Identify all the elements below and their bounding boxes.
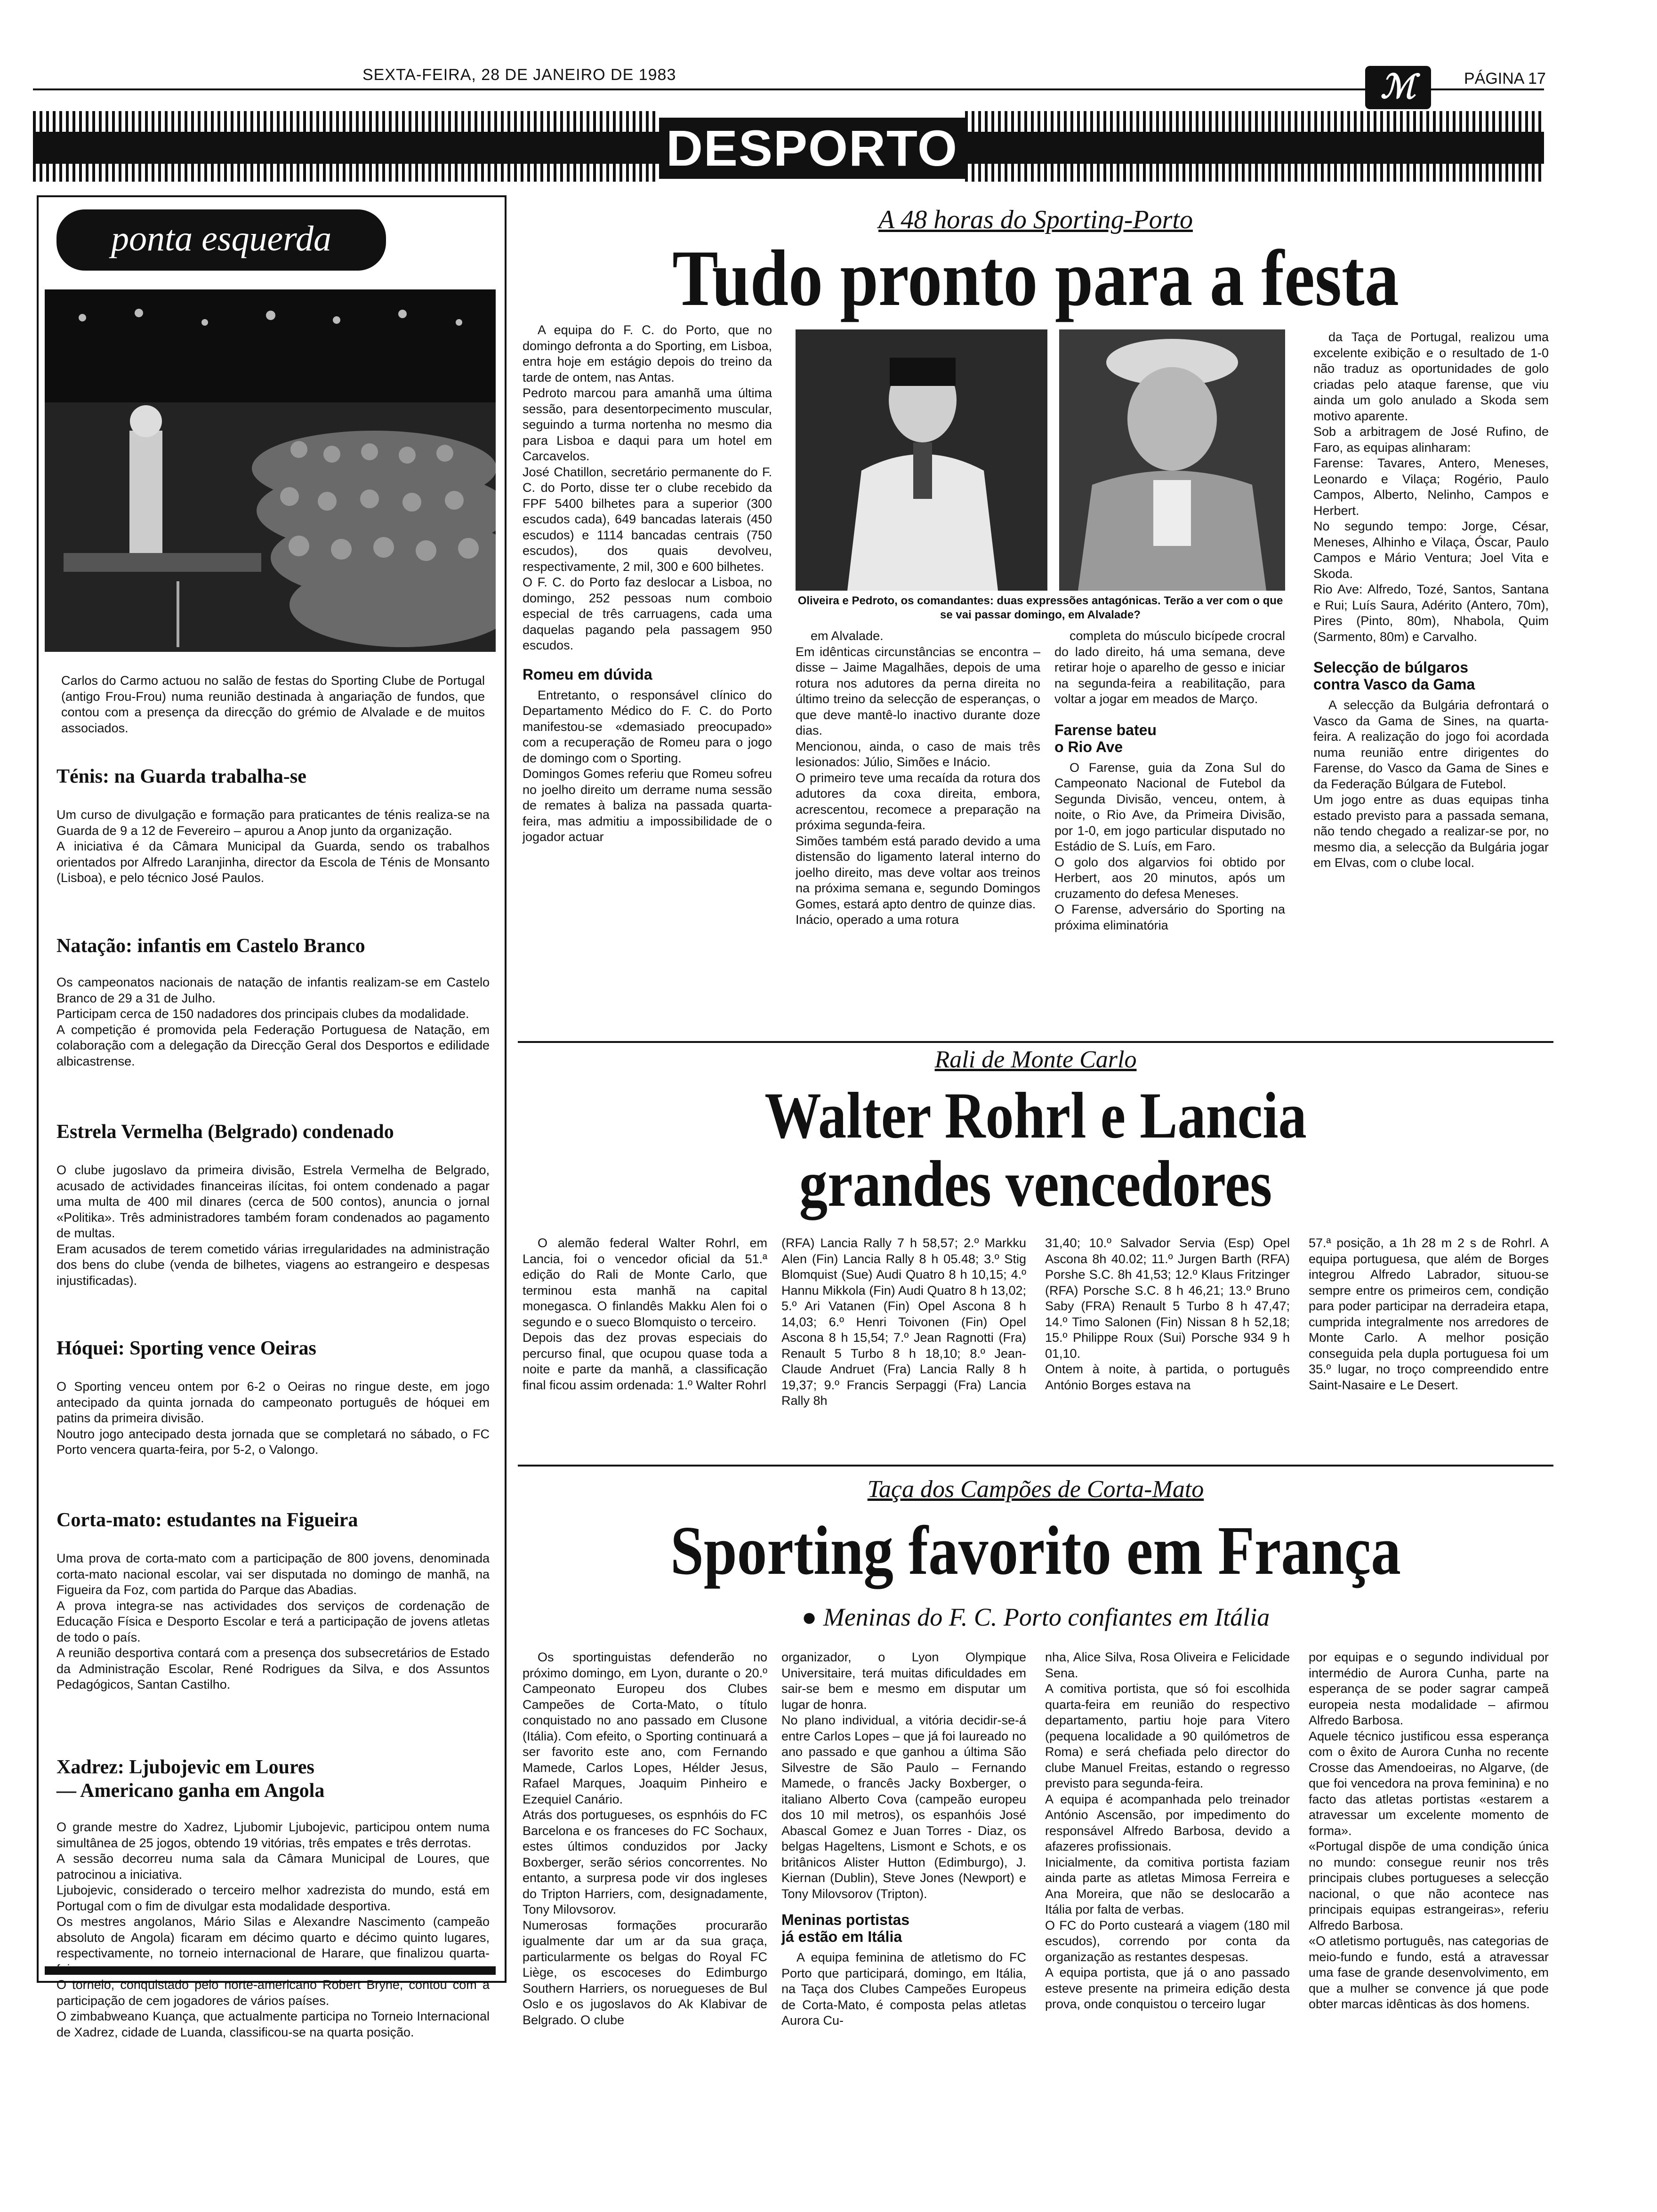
brief-natacao-title: Natação: infantis em Castelo Branco [56,935,365,957]
brief-xadrez-title: Xadrez: Ljubojevic em Loures — Americano ganha em Angola [56,1756,325,1802]
article3-col1-text: Os sportinguistas defenderão no próximo domingo, em Lyon, durante o 20.º Campeonato Europeu dos Clubes Campeões de Corta-Mato, o título conquistado no ano passado em Clusone (Itália). Com efeito, o Sporting continuará a ser favorito este ano, com Fernando Mamede, Carlos Lopes, Hélder Jesus, Rafael Marques, Joaquim Pinheiro e Ezequiel Canário. Atrás dos portugueses, os espnhóis do FC Barcelona e os franceses do FC Sochaux, estes últimos conduzidos por Jacky Boxberger, serão sérios concorrentes. No entanto, a surpresa pode vir dos ingleses do Tripton Harriers, com, designadamente, Tony Milovsorov. Numerosas formações procurarão igualmente dar um ar da sua graça, particularmente os belgas do Royal FC Liège, os escoceses do Edimburgo Southern Harriers, os noruegueses de Bul Oslo e os jugoslavos do Ak Klabivar de Belgrado. O clube [523,1650,767,2027]
page-number: PÁGINA 17 [1464,70,1546,88]
article3-column-2 [781,1650,1026,2029]
article1-photo-pedroto [1059,329,1285,591]
article1-col2-text: em Alvalade. Em idênticas circunstâncias se encontra – disse – Jaime Magalhães, depois de uma rotura nos adutores da perna direita no último treino da selecção de esperanças, o que deve mantê-lo inactivo durante doze dias. Mencionou, ainda, o caso de mais três lesionados: Júlio, Simões e Inácio. O primeiro teve uma recaída da rotura dos adutores da coxa direita, embora, acrescentou, recomece a preparação na próxima segunda-feira. Simões também está parado devido a uma distensão do ligamento lateral interno do joelho direito, mas deve voltar aos treinos na próxima semana e, segundo Domingos Gomes, estará apto dentro de quinze dias. Inácio, operado a uma rotura [796,629,1040,927]
article2-column-2 [781,1235,1026,1409]
section-banner-band-right [965,132,1544,164]
article1-subhead-romeu: Romeu em dúvida [523,665,652,683]
section-title: DESPORTO [659,118,965,179]
brief-hoquei-title: Hóquei: Sporting vence Oeiras [56,1338,316,1359]
sidebar-photo [45,289,496,652]
article3-subhead-text: Meninas do F. C. Porto confiantes em Itália [823,1603,1270,1631]
article1-col3-text: completa do músculo bicípede crocral do lado direito, há uma semana, deve retirar hoje o aparelho de gesso e iniciar na segunda-feira a reabilitação, para voltar a jogar em meados de Março. [1054,629,1285,706]
article1-photo-oliveira [796,329,1047,591]
article1-column-1 [523,322,772,845]
sidebar-logo: ponta esquerda [56,209,386,271]
article1-col4b-text: A selecção da Bulgária defrontará o Vasco da Gama de Sines, na quarta-feira. A realização do jogo foi acordada numa reunião entre dirigentes do Farense, do Vasco da Gama de Sines e da Federação Búlgara de Futebol. Um jogo entre as duas equipas tinha estado previsto para a passada semana, não tendo chegado a realizar-se por, no mesmo dia, a selecção da Bulgária jogar em Elvas, com o clube local. [1313,698,1549,870]
brief-estrela-title: Estrela Vermelha (Belgrado) condenado [56,1121,394,1143]
article3-subhead [518,1603,1553,1632]
brief-natacao-body: Os campeonatos nacionais de natação de infantis realizam-se em Castelo Branco de 29 a 31 de Julho. Participam cerca de 150 nadadores dos principais clubes da modalidade. A competição é promovida pela Federação Portuguesa de Natação, em colaboração com a delegação da Direcção Geral dos Desportos e edilidade albicastrense. [56,975,490,1068]
brief-hoquei-body: O Sporting venceu ontem por 6-2 o Oeiras no ringue deste, em jogo antecipado da quinta jornada do campeonato português de hóquei em patins da primeira divisão. Noutro jogo antecipado desta jornada que se completará no sábado, o FC Porto vencera quarta-feira, por 5-2, o Valongo. [56,1379,490,1457]
article3-headline: Sporting favorito em França [670,1512,1401,1589]
brief-natacao [56,934,490,1069]
brief-corta-mato [56,1508,490,1693]
article1-headline: Tudo pronto para a festa [672,234,1399,322]
article1-column-2 [796,628,1040,928]
brief-tenis [56,765,490,886]
concert-hall-image [45,289,496,652]
article3-col2-text: organizador, o Lyon Olympique Universitaire, terá muitas dificuldades em sair-se bem e mesmo em disputar um lugar de honra. No plano individual, a vitória decidir-se-á entre Carlos Lopes – que já foi laureado no ano passado e que ganhou a última São Silvestre de São Paulo – Fernando Mamede, o francês Jacky Boxberger, o italiano Alberto Cova (campeão europeu dos 10 mil metros), os espanhóis José Abascal Gomez e Juan Torres - Diaz, os belgas Hageltens, Lismont e Schots, e os britânicos Alister Hutton (Edimburgo), J. Kiernan (Dublin), Steve Jones (Newport) e Tony Milovsorov (Tripton). [781,1650,1026,1901]
article2-headline-line2: grandes vencedores [799,1147,1272,1220]
article1-col4-text: da Taça de Portugal, realizou uma excelente exibição e o resultado de 1-0 não traduz as oportunidades de golo criadas pelo ataque farense, que viu ainda um golo anulado a Skoda sem motivo aparente. Sob a arbitragem de José Rufino, de Faro, as equipas alinharam: Farense: Tavares, Antero, Meneses, Leonardo e Vilaça; Rogério, Paulo Campos, Alberto, Nelinho, Campos e Herbert. No segundo tempo: Jorge, César, Meneses, Alhinho e Vilaça, Óscar, Paulo Campos e Mário Ventura; Joel Vita e Skoda. Rio Ave: Alfredo, Tozé, Santos, Santana e Rui; Luís Saura, Adérito (Antero, 70m), Pires (Pinto, 80m), Nhabola, Quim (Sarmento, 80m) e Carvalho. [1313,330,1549,644]
article3-col2b-text: A equipa feminina de atletismo do FC Porto que participará, domingo, em Itália, na Taça dos Clubes Campeões Europeus de Corta-Mato, é composta pelas atletas Aurora Cu- [781,1950,1026,2028]
article2-bottom-rule [518,1465,1553,1467]
brief-corta-mato-title: Corta-mato: estudantes na Figueira [56,1509,358,1531]
sidebar-bottom-bar [45,1966,496,1975]
article2-col4-text: 57.ª posição, a 1h 28 m 2 s de Rohrl. A equipa portuguesa, que além de Borges integrou Alfredo Labrador, situou-se sempre entre os primeiros cem, condição para poder participar na derradeira etapa, cumprida integralmente nos arredores de Monte Carlo. A melhor posição conseguida pela dupla portuguesa foi um 35.º lugar, no troço compreendido entre Saint-Nasaire e Le Desert. [1309,1236,1549,1392]
brief-hoquei [56,1337,490,1458]
masthead-top-rule [33,88,1544,90]
article2-column-3 [1045,1235,1290,1393]
brief-corta-mato-body: Uma prova de corta-mato com a participação de 800 jovens, denominada corta-mato nacional escolar, vai ser disputada no domingo de manhã, na Figueira da Foz, com partida do Parque das Abadias. A prova integra-se nas actividades dos serviços de cordenação de Educação Física e Desporto Escolar e terá a participação de jovens atletas de todo o país. A reunião desportiva contará com a presença dos subsecretários de Estado da Administração Escolar, René Rodrigues da Silva, e dos Assuntos Pedagógicos, Santan Castilho. [56,1551,490,1691]
sidebar-photo-caption: Carlos do Carmo actuou no salão de festas do Sporting Clube de Portugal (antigo Frou-Frou) numa reunião destinada à angariação de fundos, que contou com a presença da direcção do grémio de Alvalade e de muitos associados. [61,673,485,735]
article3-column-3 [1045,1650,1290,2012]
brief-estrela-body: O clube jugoslavo da primeira divisão, Estrela Vermelha de Belgrado, acusado de actividades financeiras ilícitas, foi ontem condenado a pagar uma multa de 400 mil dinares (cerca de 500 contos), anuncia o jornal «Politika». Três administradores também foram condenados ao pagamento de multas. Eram acusados de terem cometido várias irregularidades na administração dos bens do clube (venda de bilhetes, viagens ao estrangeiro e despesas injustificadas). [56,1163,490,1288]
article3-col3-text: nha, Alice Silva, Rosa Oliveira e Felicidade Sena. A comitiva portista, que só foi escolhida quarta-feira em reunião do respectivo departamento, partiu hoje para Vitero (pequena localidade a 90 quilómetros de Roma) e será chefiada pelo director do clube Manuel Freitas, estando o regresso previsto para segunda-feira. A equipa é acompanhada pelo treinador António Ascensão, por impedimento do responsável Alfredo Barbosa, devido a afazeres profissionais. Inicialmente, da comitiva portista faziam ainda parte as atletas Mimosa Ferreira e Ana Moreira, que não se deslocarão a Itália por falta de verbas. O FC do Porto custeará a viagem (180 mil escudos), correndo por conta da organização as restantes despesas. A equipa portista, que já o ano passado esteve presente na primeira edição desta prova, onde conquistou o terceiro lugar [1045,1650,1290,2011]
article1-col1-text: A equipa do F. C. do Porto, que no domingo defronta a do Sporting, em Lisboa, entra hoje em estágio depois do treino da tarde de ontem, nas Antas. Pedroto marcou para amanhã uma última sessão, para desentorpecimento muscular, seguindo a turma nortenha no mesmo dia para Lisboa e daqui para um hotel em Carcavelos. José Chatillon, secretário permanente do F. C. do Porto, disse ter o clube recebido da FPF 5400 bilhetes para a superior (300 escudos cada), 649 bancadas laterais (450 escudos) e 1114 bancadas centrais (750 escudos), dos quais devolveu, respectivamente, 2 mil, 300 e 600 bilhetes. O F. C. do Porto faz deslocar a Lisboa, no domingo, 252 pessoas num comboio especial de três carruagens, cada uma daquelas pagando pela passagem 950 escudos. [523,323,772,652]
article1-photo-caption: Oliveira e Pedroto, os comandantes: duas expressões antagónicas. Terão a ver com o que se vai passar domingo, em Alvalade? [797,594,1283,621]
brief-estrela [56,1120,490,1289]
article2-column-1 [523,1235,767,1393]
brief-xadrez-body: O grande mestre do Xadrez, Ljubomir Ljubojevic, participou ontem numa simultânea de 25 jogos, obtendo 19 vitórias, três empates e três derrotas. A sessão decorreu numa sala da Câmara Municipal de Loures, que patrocinou a iniciativa. Ljubojevic, considerado o terceiro melhor xadrezista do mundo, está em Portugal com o fim de divulgar esta modalidade desportiva. Os mestres angolanos, Mário Silas e Alexandre Nascimento (campeão absoluto de Angola) ficaram em décimo quarto e décimo quinto lugares, respectivamente, no torneio internacional de Harare, que finalizou quarta- O torneio, conquistado pelo norte-americano Robert Bryne, contou com a participação de cem jogadores de vários países. O zimbabweano Kuança, que actualmente participa no Torneio Internacional de Xadrez, cidade de Luanda, classificou-se na quarta posição. [56,1820,490,2039]
brief-tenis-body: Um curso de divulgação e formação para praticantes de ténis realiza-se na Guarda de 9 a 12 de Fevereiro – apurou a Anop junto da organização. A iniciativa é da Câmara Municipal da Guarda, sendo os trabalhos orientados por Alfredo Laranjinha, director da Escola de Ténis de Monsanto (Lisboa), e pelo técnico José Paulos. [56,808,490,885]
article1-kicker: A 48 horas do Sporting-Porto [878,205,1193,234]
section-banner-band-left [33,132,659,164]
article1-column-4 [1313,329,1549,871]
article3-column-1 [523,1650,767,2028]
article3-kicker: Taça dos Campões de Corta-Mato [867,1476,1204,1503]
article2-headline-line1: Walter Rohrl e Lancia [764,1079,1307,1152]
article1-col3b-text: O Farense, guia da Zona Sul do Campeonato Nacional de Futebol da Segunda Divisão, venceu, ontem, à noite, o Rio Ave, da Primeira Divisão, por 1-0, em jogo particular disputado no Estádio de S. Luís, em Faro. O golo dos algarvios foi obtido por Herbert, aos 20 minutos, após um cruzamento do defesa Meneses. O Farense, adversário do Sporting na próxima eliminatória [1054,760,1285,932]
article2-col1-text: O alemão federal Walter Rohrl, em Lancia, foi o vencedor oficial da 51.ª edição do Rali de Monte Carlo, que terminou esta manhã na capital monegasca. O finlandês Makku Alen foi o segundo e o sueco Blomquisto o terceiro. Depois das dez provas especiais do percurso final, que ocupou quase toda a noite e parte da manhã, a classificação final ficou assim ordenada: 1.º Walter Rohrl [523,1236,767,1392]
article2-kicker: Rali de Monte Carlo [934,1046,1137,1073]
article3-col4-text: por equipas e o segundo individual por intermédio de Aurora Cunha, parte na esperança de se poder sagrar campeã europeia nesta modalidade – afirmou Alfredo Barbosa. Aquele técnico justificou essa esperança com o êxito de Aurora Cunha no recente Crosse das Amendoeiras, no Algarve, (de que foi vencedora na prova feminina) e no facto das atletas portistas «estarem a atravessar um excelente momento de forma». «Portugal dispõe de uma condição única no mundo: consegue reunir nos três principais clubes portugueses a selecção nacional, o que não acontece nas principais equipas estrangeiras», referiu Alfredo Barbosa. «O atletismo português, nas categorias de meio-fundo e fundo, está a atravessar uma fase de grande desenvolvimento, em que a mulher se convence já que pode obter marcas idênticas às dos homens. [1309,1650,1549,2011]
article1-subhead-farense: Farense bateu o Rio Ave [1054,721,1157,755]
article3-column-4 [1309,1650,1549,2012]
article1-col1b-text: Entretanto, o responsável clínico do Departamento Médico do F. C. do Porto manifestou-se «demasiado preocupado» com a recuperação de Romeu para o jogo de domingo com o Sporting. Domingos Gomes referiu que Romeu sofreu no joelho direito um derrame numa sessão de remates à baliza na passada quarta-feira, mas admitiu a impossibilidade de o jogador actuar [523,688,772,844]
page-date: SEXTA-FEIRA, 28 DE JANEIRO DE 1983 [362,66,676,84]
article1-subhead-bulgaros: Selecção de búlgaros contra Vasco da Gama [1313,659,1475,693]
article2-col3-text: 31,40; 10.º Salvador Servia (Esp) Opel Ascona 8h 40.02; 11.º Jurgen Barth (RFA) Porshe S.C. 8h 41,53; 12.º Klaus Fritzinger (RFA) Porsche S.C. 8 h 46,21; 13.º Bruno Saby (FRA) Renault 5 Turbo 8 h 47,47; 14.º Timo Salonen (Fin) Nissan 8 h 52,18; 15.º Philippe Roux (Sui) Porsche 934 9 h 01,10. Ontem à noite, à partida, o português António Borges estava na [1045,1236,1290,1392]
article1-bottom-rule [518,1041,1553,1043]
article3-subhead-meninas: Meninas portistas já estão em Itália [781,1911,910,1945]
article2-column-4 [1309,1235,1549,1393]
newspaper-logo-icon: ℳ [1365,66,1431,109]
bullet-icon: ● [801,1603,823,1631]
brief-tenis-title: Ténis: na Guarda trabalha-se [56,766,306,787]
article2-col2-text: (RFA) Lancia Rally 7 h 58,57; 2.º Markku Alen (Fin) Lancia Rally 8 h 05.48; 3.º Stig Blomquist (Sue) Audi Quatro 8 h 10,15; 4.º Hannu Mikkola (Fin) Audi Quatro 8 h 13,02; 5.º Ari Vatanen (Fin) Opel Ascona 8 h 14,03; 6.º Henri Toivonen (Fin) Opel Ascona 8 h 15,54; 7.º Jean Ragnotti (Fra) Renault 5 Turbo 8 h 18,10; 8.º Jean-Claude Andruet (Fra) Lancia Rally 8 h 19,37; 9.º Francis Serpaggi (Fra) Lancia Rally 8h [781,1236,1026,1408]
brief-xadrez [56,1755,490,2040]
article1-column-3 [1054,628,1285,933]
